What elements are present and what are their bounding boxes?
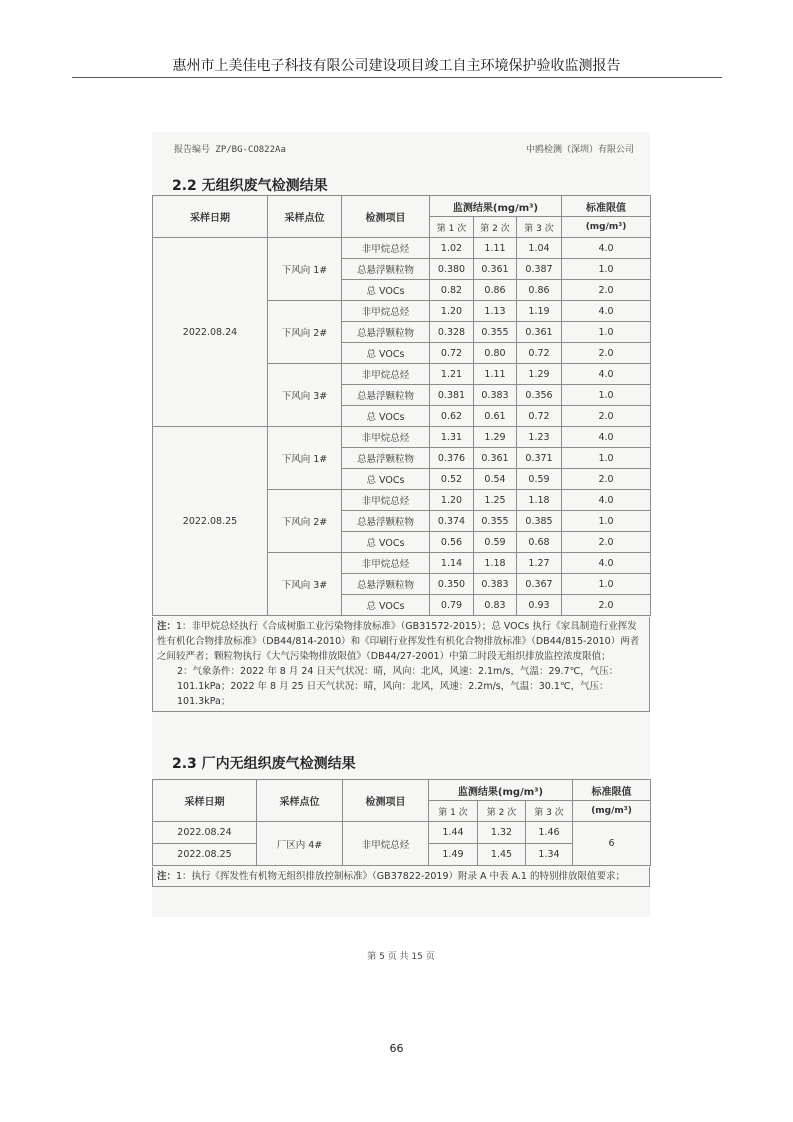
item-cell: 总 VOCs [342, 280, 430, 301]
limit-cell: 1.0 [562, 259, 651, 280]
value-cell: 0.387 [517, 259, 562, 280]
limit-cell: 1.0 [562, 511, 651, 532]
report-number: 报告编号 ZP/BG-CO822Aa [174, 145, 286, 155]
header-standard-limit: 标准限值 [562, 196, 651, 217]
value-cell: 0.86 [474, 280, 517, 301]
header-limit-unit-2: (mg/m³) [573, 801, 651, 822]
value-cell: 1.18 [474, 553, 517, 574]
limit-cell: 1.0 [562, 385, 651, 406]
date-cell: 2022.08.24 [153, 822, 257, 844]
value-cell: 0.54 [474, 469, 517, 490]
item-cell: 总悬浮颗粒物 [342, 574, 430, 595]
value-cell: 1.34 [526, 844, 573, 866]
header-test-item-2: 检测项目 [343, 780, 429, 822]
limit-cell: 4.0 [562, 364, 651, 385]
note-2-text: 2：气象条件：2022 年 8 月 24 日天气状况：晴，风向：北风，风速：2.1m/s，气温：29.7℃，气压：101.1kPa；2022 年 8 月 25 日天气状况：晴，风向：北风，风速：2.2m/s，气温：30.1℃，气压：101.3kPa； [177, 666, 619, 707]
value-cell: 1.32 [478, 822, 526, 844]
point-cell: 厂区内 4# [257, 822, 343, 866]
value-cell: 0.68 [517, 532, 562, 553]
value-cell: 1.04 [517, 238, 562, 259]
item-cell: 非甲烷总烃 [342, 364, 430, 385]
header-sampling-point: 采样点位 [268, 196, 342, 238]
item-cell: 总悬浮颗粒物 [342, 448, 430, 469]
value-cell: 0.59 [474, 532, 517, 553]
value-cell: 0.72 [430, 343, 474, 364]
scan-page-footer: 第 5 页 共 15 页 [367, 952, 435, 962]
header-second-time-2: 第 2 次 [478, 801, 526, 822]
value-cell: 0.72 [517, 406, 562, 427]
value-cell: 1.49 [429, 844, 478, 866]
value-cell: 1.29 [474, 427, 517, 448]
value-cell: 1.46 [526, 822, 573, 844]
value-cell: 1.02 [430, 238, 474, 259]
value-cell: 1.25 [474, 490, 517, 511]
value-cell: 0.361 [474, 448, 517, 469]
point-cell: 下风向 1# [268, 427, 342, 490]
table-row [153, 427, 651, 448]
value-cell: 0.52 [430, 469, 474, 490]
value-cell: 0.380 [430, 259, 474, 280]
note-label: 注： [157, 621, 177, 632]
item-cell: 总 VOCs [342, 595, 430, 616]
limit-cell: 1.0 [562, 574, 651, 595]
value-cell: 1.18 [517, 490, 562, 511]
section1-notes [152, 617, 650, 712]
section2-notes [152, 867, 650, 887]
value-cell: 0.79 [430, 595, 474, 616]
item-cell: 总悬浮颗粒物 [342, 322, 430, 343]
value-cell: 0.376 [430, 448, 474, 469]
limit-cell: 2.0 [562, 343, 651, 364]
header-first-time-2: 第 1 次 [429, 801, 478, 822]
value-cell: 0.381 [430, 385, 474, 406]
item-cell: 非甲烷总烃 [342, 427, 430, 448]
item-cell: 非甲烷总烃 [342, 238, 430, 259]
value-cell: 0.385 [517, 511, 562, 532]
page-number: 66 [389, 1042, 404, 1055]
limit-cell: 2.0 [562, 406, 651, 427]
header-test-item: 检测项目 [342, 196, 430, 238]
in-plant-emission-table [152, 779, 651, 866]
limit-cell: 6 [573, 822, 651, 866]
value-cell: 0.83 [474, 595, 517, 616]
limit-cell: 4.0 [562, 427, 651, 448]
value-cell: 0.361 [474, 259, 517, 280]
lab-company-name: 中鸥检测（深圳）有限公司 [525, 145, 634, 155]
item-cell: 总 VOCs [342, 406, 430, 427]
header-monitoring-result-2: 监测结果(mg/m³) [429, 780, 573, 801]
value-cell: 0.80 [474, 343, 517, 364]
value-cell: 1.13 [474, 301, 517, 322]
item-cell: 非甲烷总烃 [342, 301, 430, 322]
note-label-2: 注： [157, 871, 177, 882]
value-cell: 1.14 [430, 553, 474, 574]
value-cell: 1.45 [478, 844, 526, 866]
value-cell: 0.355 [474, 322, 517, 343]
value-cell: 0.72 [517, 343, 562, 364]
date-cell: 2022.08.25 [153, 427, 268, 616]
item-cell: 总悬浮颗粒物 [342, 511, 430, 532]
note-1-text: 1：非甲烷总烃执行《合成树脂工业污染物排放标准》（GB31572-2015）；总 VOCs 执行《家具制造行业挥发性有机化合物排放标准》（DB44/814-2010）和《印刷行业挥发性有机化合物排放标准》（DB44/815-2010）两者之间较严者；颗粒物执行《大气污染物排放限值》（DB44/27-2001）中第二时段无组织排放监控浓度限值； [157, 621, 640, 662]
unorganized-emission-table [152, 195, 651, 616]
header-sampling-point-2: 采样点位 [257, 780, 343, 822]
item-cell: 非甲烷总烃 [343, 822, 429, 866]
value-cell: 1.29 [517, 364, 562, 385]
limit-cell: 2.0 [562, 532, 651, 553]
value-cell: 0.361 [517, 322, 562, 343]
point-cell: 下风向 1# [268, 238, 342, 301]
header-sampling-date: 采样日期 [153, 196, 268, 238]
scan-top-bar [174, 142, 634, 155]
header-first-time: 第 1 次 [430, 217, 474, 238]
value-cell: 1.20 [430, 490, 474, 511]
limit-cell: 4.0 [562, 553, 651, 574]
value-cell: 0.59 [517, 469, 562, 490]
limit-cell: 1.0 [562, 448, 651, 469]
value-cell: 0.61 [474, 406, 517, 427]
limit-cell: 1.0 [562, 322, 651, 343]
header-second-time: 第 2 次 [474, 217, 517, 238]
value-cell: 0.371 [517, 448, 562, 469]
value-cell: 0.86 [517, 280, 562, 301]
point-cell: 下风向 3# [268, 364, 342, 427]
value-cell: 1.20 [430, 301, 474, 322]
table-row [153, 238, 651, 259]
limit-cell: 4.0 [562, 238, 651, 259]
section-title-2-2: 2.2 无组织废气检测结果 [172, 178, 328, 194]
value-cell: 1.11 [474, 364, 517, 385]
header-monitoring-result: 监测结果(mg/m³) [430, 196, 562, 217]
page-header-title: 惠州市上美佳电子科技有限公司建设项目竣工自主环境保护验收监测报告 [172, 58, 621, 74]
item-cell: 总悬浮颗粒物 [342, 259, 430, 280]
value-cell: 0.82 [430, 280, 474, 301]
value-cell: 1.19 [517, 301, 562, 322]
point-cell: 下风向 2# [268, 490, 342, 553]
scanned-report-page [152, 132, 650, 962]
value-cell: 0.383 [474, 574, 517, 595]
value-cell: 0.328 [430, 322, 474, 343]
limit-cell: 4.0 [562, 301, 651, 322]
section-title-2-3: 2.3 厂内无组织废气检测结果 [172, 756, 356, 772]
value-cell: 0.62 [430, 406, 474, 427]
limit-cell: 2.0 [562, 280, 651, 301]
header-rule [72, 77, 722, 78]
item-cell: 非甲烷总烃 [342, 553, 430, 574]
date-cell: 2022.08.24 [153, 238, 268, 427]
header-third-time: 第 3 次 [517, 217, 562, 238]
value-cell: 0.383 [474, 385, 517, 406]
item-cell: 总悬浮颗粒物 [342, 385, 430, 406]
value-cell: 1.31 [430, 427, 474, 448]
item-cell: 总 VOCs [342, 343, 430, 364]
value-cell: 1.44 [429, 822, 478, 844]
value-cell: 0.355 [474, 511, 517, 532]
header-third-time-2: 第 3 次 [526, 801, 573, 822]
value-cell: 0.356 [517, 385, 562, 406]
item-cell: 非甲烷总烃 [342, 490, 430, 511]
value-cell: 0.93 [517, 595, 562, 616]
item-cell: 总 VOCs [342, 469, 430, 490]
value-cell: 1.21 [430, 364, 474, 385]
point-cell: 下风向 3# [268, 553, 342, 616]
limit-cell: 2.0 [562, 595, 651, 616]
value-cell: 0.350 [430, 574, 474, 595]
item-cell: 总 VOCs [342, 532, 430, 553]
value-cell: 1.23 [517, 427, 562, 448]
value-cell: 0.367 [517, 574, 562, 595]
point-cell: 下风向 2# [268, 301, 342, 364]
value-cell: 0.56 [430, 532, 474, 553]
limit-cell: 4.0 [562, 490, 651, 511]
section2-note-text: 1：执行《挥发性有机物无组织排放控制标准》（GB37822-2019）附录 A 中表 A.1 的特别排放限值要求； [176, 871, 625, 882]
header-standard-limit-2: 标准限值 [573, 780, 651, 801]
value-cell: 1.27 [517, 553, 562, 574]
header-sampling-date-2: 采样日期 [153, 780, 257, 822]
table-row [153, 822, 651, 844]
header-limit-unit: (mg/m³) [562, 217, 651, 238]
date-cell: 2022.08.25 [153, 844, 257, 866]
value-cell: 1.11 [474, 238, 517, 259]
limit-cell: 2.0 [562, 469, 651, 490]
value-cell: 0.374 [430, 511, 474, 532]
